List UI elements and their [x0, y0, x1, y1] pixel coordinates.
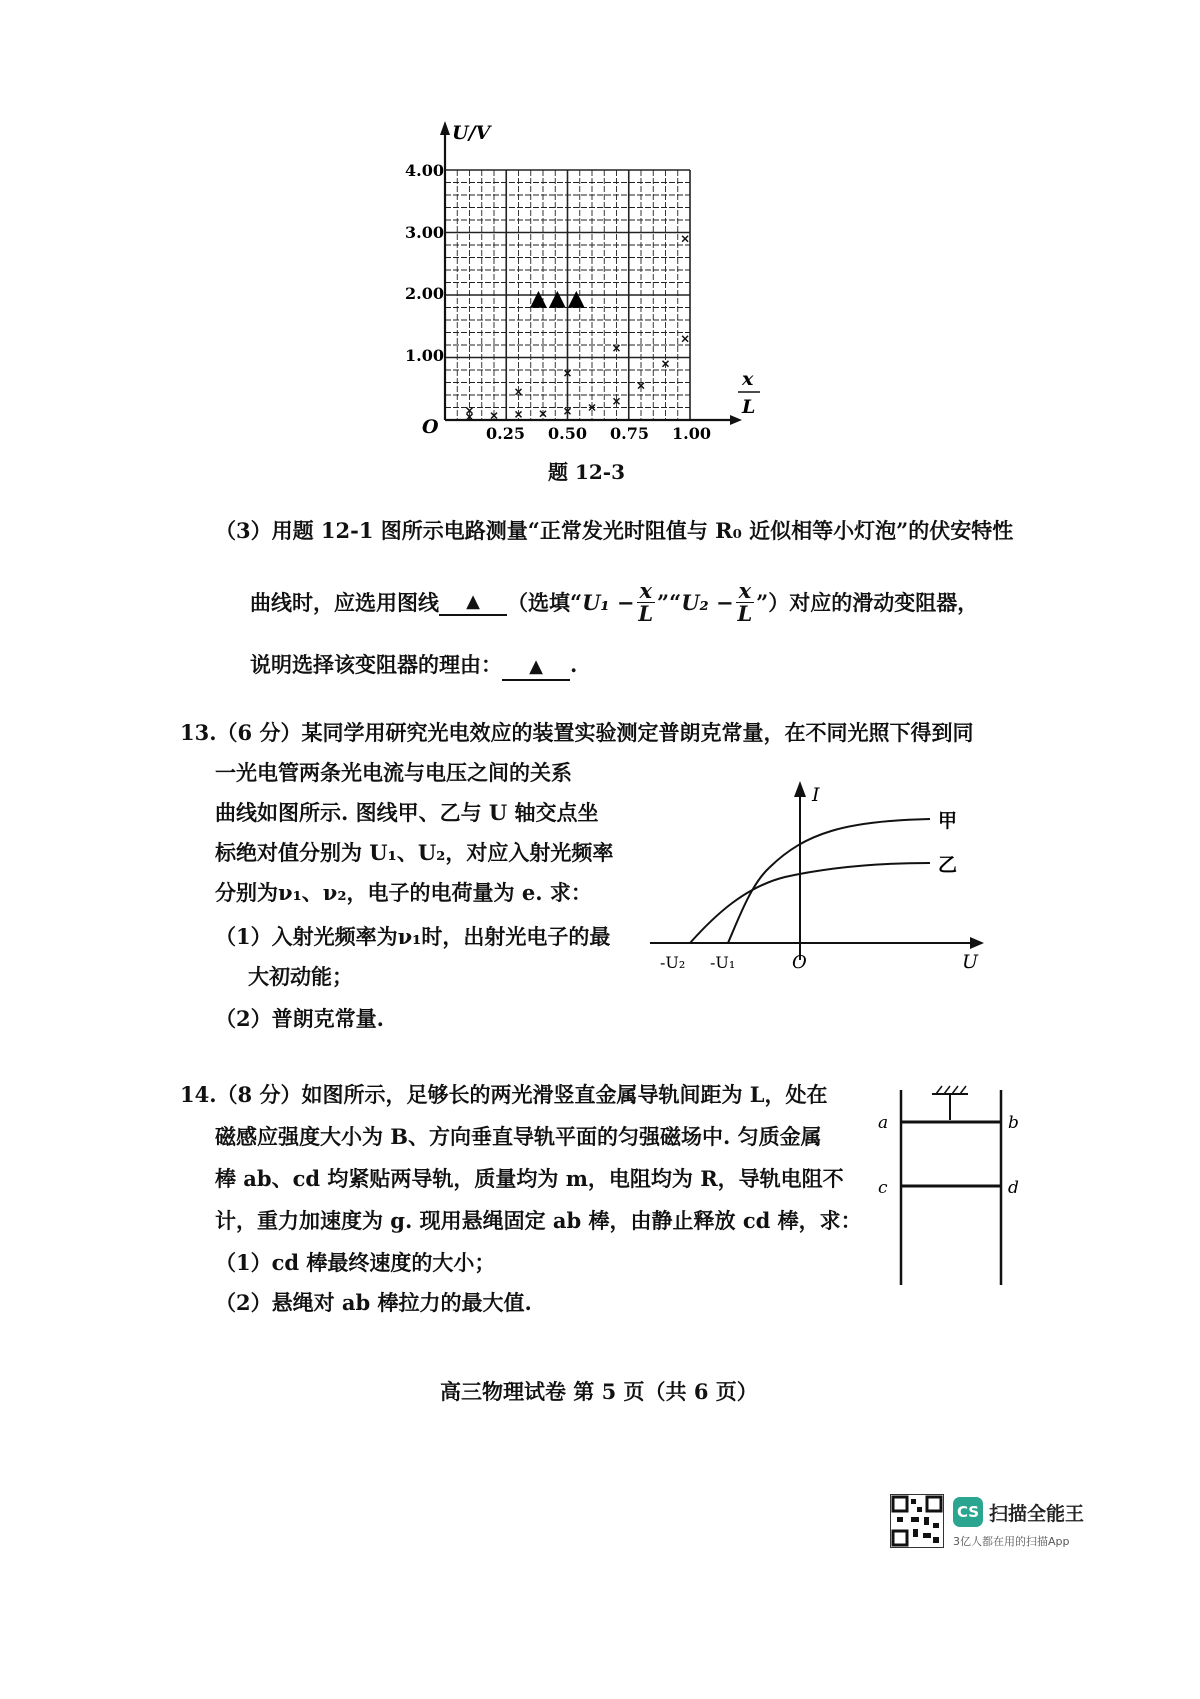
y-axis-label: U/V	[452, 122, 491, 144]
q14-rail-diagram	[870, 1080, 1030, 1290]
q13-line4: 标绝对值分别为 U₁、U₂，对应入射光频率	[215, 840, 614, 865]
q14-line1: 14.（8 分）如图所示，足够长的两光滑竖直金属导轨间距为 L，处在	[180, 1082, 828, 1107]
label-mu2: -U₂	[660, 953, 686, 972]
page-footer: 高三物理试卷 第 5 页（共 6 页）	[440, 1379, 758, 1404]
label-yi: 乙	[938, 854, 958, 876]
q12-3-line2	[250, 580, 978, 625]
q13-line3: 曲线如图所示. 图线甲、乙与 U 轴交点坐	[215, 800, 599, 825]
qr-code-icon	[890, 1494, 944, 1548]
q14-line5: （1）cd 棒最终速度的大小；	[215, 1250, 496, 1275]
x-axis-arrow	[730, 415, 742, 425]
y-tick-2: 2.00	[405, 284, 444, 303]
camscanner-logo-icon: CS	[953, 1497, 983, 1527]
placeholder-triangles: ▲▲▲	[530, 285, 587, 311]
figure-12-3-graph	[400, 115, 780, 455]
x-tick-075: 0.75	[610, 424, 649, 443]
label-mu1: -U₁	[710, 953, 736, 972]
curve-jia	[728, 819, 930, 943]
q12-3-line2-b: （选填“	[507, 589, 583, 615]
frac-den: L	[737, 601, 753, 626]
camscanner-name: 扫描全能王	[989, 1503, 1085, 1525]
camscanner-tagline: 3亿人都在用的扫描App	[953, 1535, 1070, 1548]
x-axis-label-den: L	[742, 396, 756, 418]
x-tick-100: 1.00	[672, 424, 711, 443]
q13-iu-graph	[640, 775, 990, 975]
frac-num: x	[736, 580, 755, 603]
fraction-x-over-L-1	[637, 580, 656, 625]
label-u: U	[962, 951, 979, 973]
label-a: a	[878, 1113, 889, 1133]
i-axis-arrow	[794, 781, 806, 797]
x-axis-label-num: x	[742, 368, 754, 390]
u-axis-arrow	[970, 937, 984, 949]
y-tick-3: 3.00	[405, 223, 444, 242]
x-tick-025: 0.25	[486, 424, 525, 443]
q14-line2: 磁感应强度大小为 B、方向垂直导轨平面的匀强磁场中. 匀质金属	[215, 1124, 822, 1149]
data-point	[682, 336, 688, 342]
answer-blank-2: ▲	[502, 655, 570, 681]
data-point	[682, 236, 688, 242]
q14-line3: 棒 ab、cd 均紧贴两导轨，质量均为 m，电阻均为 R，导轨电阻不	[215, 1166, 844, 1191]
curve-yi	[690, 863, 930, 943]
q14-line4: 计，重力加速度为 g. 现用悬绳固定 ab 棒，由静止释放 cd 棒，求：	[215, 1208, 862, 1233]
frac-num: x	[637, 580, 656, 603]
q13-line7: 大初动能；	[248, 964, 353, 989]
q12-3-line2-c: ”）对应的滑动变阻器，	[756, 589, 979, 615]
q12-3-line3-text: 说明选择该变阻器的理由：	[250, 652, 502, 677]
label-i: I	[812, 784, 820, 806]
figure-12-3-caption: 题 12-3	[548, 460, 626, 484]
q14-line6: （2）悬绳对 ab 棒拉力的最大值.	[215, 1290, 532, 1315]
q12-3-line3-end: .	[570, 652, 578, 677]
q13-line5: 分别为ν₁、ν₂，电子的电荷量为 e. 求：	[215, 880, 592, 905]
q12-3-line1: （3）用题 12-1 图所示电路测量“正常发光时阻值与 R₀ 近似相等小灯泡”的伏安特性	[215, 518, 1014, 543]
q12-3-line3	[250, 650, 577, 681]
label-c: c	[878, 1178, 888, 1198]
q13-line2: 一光电管两条光电流与电压之间的关系	[215, 760, 572, 785]
q13-line8: （2）普朗克常量.	[215, 1006, 384, 1031]
label-jia: 甲	[938, 810, 958, 832]
q13-line6: （1）入射光频率为ν₁时，出射光电子的最	[215, 924, 611, 949]
x-tick-050: 0.50	[548, 424, 587, 443]
q12-3-line2-a: 曲线时，应选用图线	[250, 589, 439, 615]
data-points	[467, 236, 689, 420]
y-tick-1: 1.00	[405, 346, 444, 365]
frac-den: L	[638, 601, 654, 626]
origin-label: O	[422, 416, 439, 438]
label-d: d	[1008, 1178, 1019, 1198]
axes	[440, 121, 742, 425]
q12-3-u1: U₁ −	[582, 589, 635, 615]
answer-blank-1: ▲	[439, 590, 507, 616]
ceiling-hatch-icon	[936, 1086, 966, 1094]
y-tick-4: 4.00	[405, 161, 444, 180]
label-o: O	[792, 952, 807, 973]
label-b: b	[1008, 1113, 1019, 1133]
q12-3-sep: ”“	[657, 589, 682, 615]
q13-line1: 13.（6 分）某同学用研究光电效应的装置实验测定普朗克常量，在不同光照下得到同	[180, 720, 974, 745]
y-axis-arrow	[440, 121, 450, 135]
q12-3-u2: U₂ −	[681, 589, 734, 615]
fraction-x-over-L-2	[736, 580, 755, 625]
